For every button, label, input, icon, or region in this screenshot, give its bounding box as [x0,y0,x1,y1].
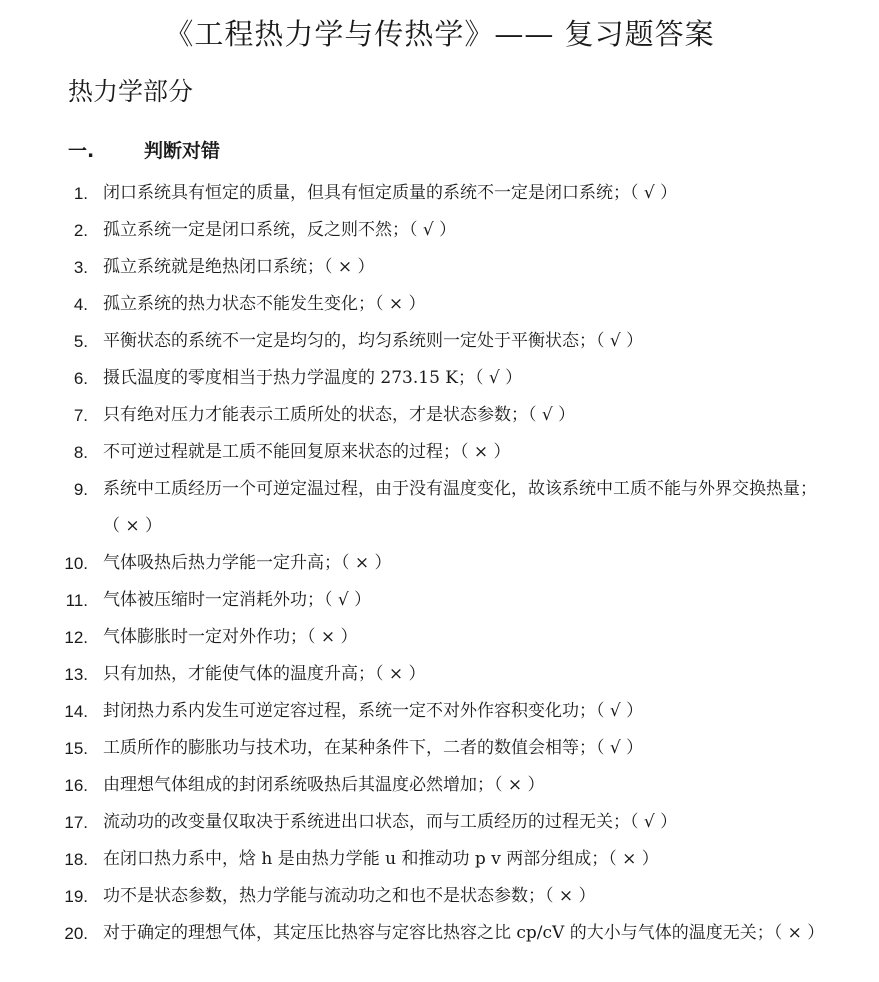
question-item [0,471,879,545]
question-item [0,545,879,582]
question-text: 只有绝对压力才能表示工质所处的状态，才是状态参数；（ √ ） [103,405,576,425]
question-text: 孤立系统一定是闭口系统，反之则不然；（ √ ） [103,220,457,240]
subsection-label: 判断对错 [144,140,221,162]
question-item [0,434,879,471]
question-number: 6. [73,369,88,388]
question-item [0,212,879,249]
question-number: 7. [73,406,88,425]
question-item [0,175,879,212]
section-title: 热力学部分 [68,77,194,106]
question-text: 平衡状态的系统不一定是均匀的，均匀系统则一定处于平衡状态；（ √ ） [103,331,644,351]
question-text: 摄氏温度的零度相当于热力学温度的 273.15 K；（ √ ） [103,368,523,388]
question-item [0,767,879,804]
question-text: 在闭口热力系中，焓 h 是由热力学能 u 和推动功 p v 两部分组成；（ × ） [103,849,659,869]
question-item [0,730,879,767]
question-number: 15. [64,739,88,758]
question-list [0,175,879,952]
question-item [0,323,879,360]
question-text: 不可逆过程就是工质不能回复原来状态的过程；（ × ） [103,442,511,462]
question-number: 19. [64,887,88,906]
question-item [0,841,879,878]
question-text: 流动功的改变量仅取决于系统进出口状态，而与工质经历的过程无关；（ √ ） [103,812,678,832]
question-item [0,915,879,952]
question-number: 3. [73,258,88,277]
question-text: 孤立系统的热力状态不能发生变化；（ × ） [103,294,426,314]
question-item [0,286,879,323]
question-number: 16. [64,776,88,795]
question-text: 对于确定的理想气体，其定压比热容与定容比热容之比 cp/cV 的大小与气体的温度无关；（ × ） [103,923,825,943]
question-text: 孤立系统就是绝热闭口系统；（ × ） [103,257,375,277]
subsection-heading [68,136,220,163]
question-text: 只有加热，才能使气体的温度升高；（ × ） [103,664,426,684]
question-item [0,804,879,841]
question-text: 工质所作的膨胀功与技术功，在某种条件下，二者的数值会相等；（ √ ） [103,738,644,758]
question-text: 气体被压缩时一定消耗外功；（ √ ） [103,590,372,610]
question-text: 闭口系统具有恒定的质量，但具有恒定质量的系统不一定是闭口系统；（ √ ） [103,183,678,203]
question-item [0,360,879,397]
question-number: 11. [65,591,88,610]
question-number: 13. [64,665,88,684]
question-item [0,878,879,915]
question-number: 18. [64,850,88,869]
question-item [0,693,879,730]
question-text: 封闭热力系内发生可逆定容过程，系统一定不对外作容积变化功；（ √ ） [103,701,644,721]
question-number: 10. [64,554,88,573]
question-item [0,249,879,286]
document-title: 《工程热力学与传热学》—— 复习题答案 [164,17,715,51]
question-text: 由理想气体组成的封闭系统吸热后其温度必然增加；（ × ） [103,775,545,795]
question-number: 1. [73,184,88,203]
subsection-number: 一. [68,140,95,162]
question-item [0,619,879,656]
question-number: 4. [73,295,88,314]
question-number: 20. [64,924,88,943]
question-item [0,582,879,619]
question-text: 功不是状态参数，热力学能与流动功之和也不是状态参数；（ × ） [103,886,596,906]
question-number: 5. [73,332,88,351]
question-number: 17. [64,813,88,832]
question-number: 2. [73,221,88,240]
question-number: 12. [64,628,88,647]
question-text: 系统中工质经历一个可逆定温过程，由于没有温度变化，故该系统中工质不能与外界交换热量；（ × ） [103,479,817,536]
question-item [0,397,879,434]
question-number: 14. [64,702,88,721]
question-text: 气体膨胀时一定对外作功；（ × ） [103,627,358,647]
question-number: 9. [73,480,88,499]
question-item [0,656,879,693]
question-number: 8. [73,443,88,462]
question-text: 气体吸热后热力学能一定升高；（ × ） [103,553,392,573]
